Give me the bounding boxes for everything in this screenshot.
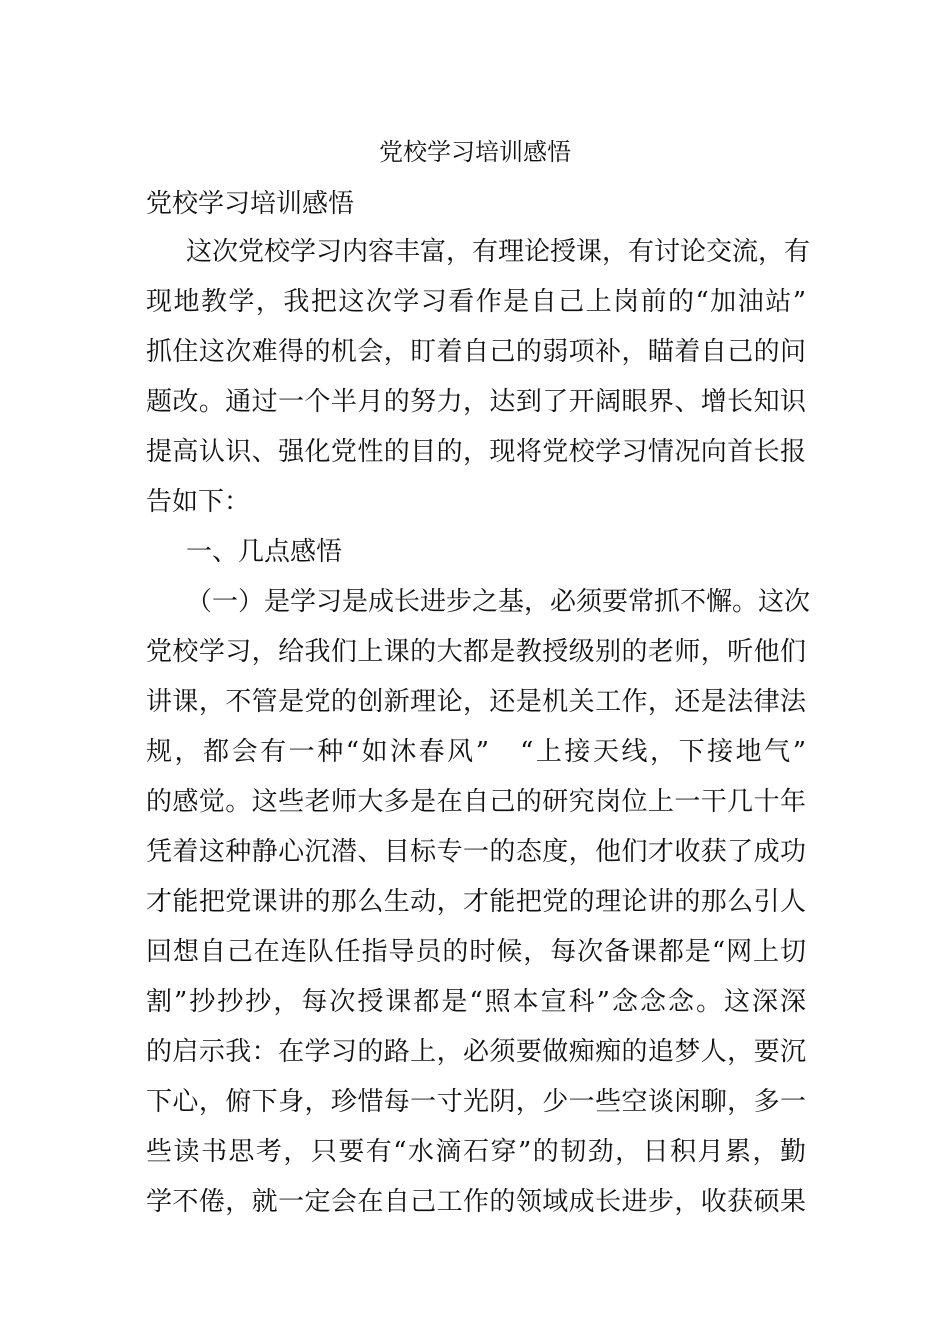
paragraph-line: 告如下： [146,487,251,517]
document-subtitle: 党校学习培训感悟 [146,189,355,219]
paragraph-line: 割”抄抄抄，每次授课都是“照本宣科”念念念。这深深 [146,987,806,1017]
paragraph-line: 提高认识、强化党性的目的，现将党校学习情况向首长报 [146,437,806,467]
paragraph-line: 凭着这种静心沉潜、目标专一的态度，他们才收获了成功 [146,837,806,867]
paragraph-line: 这次党校学习内容丰富，有理论授课，有讨论交流，有 [186,237,811,267]
paragraph-line: 的感觉。这些老师大多是在自己的研究岗位上一干几十年 [146,787,806,817]
paragraph-line: 学不倦，就一定会在自己工作的领域成长进步，收获硕果 [146,1187,806,1217]
paragraph-line: 抓住这次难得的机会，盯着自己的弱项补，瞄着自己的问 [146,337,806,367]
paragraph-line: 题改。通过一个半月的努力，达到了开阔眼界、增长知识 [146,387,806,417]
paragraph-line: 回想自己在连队任指导员的时候，每次备课都是“网上切 [146,937,806,967]
paragraph-line: 规，都会有一种“如沐春风” “上接天线，下接地气” [146,737,806,767]
paragraph-line: （一）是学习是成长进步之基，必须要常抓不懈。这次 [186,587,811,617]
paragraph-line: 些读书思考，只要有“水滴石穿”的韧劲，日积月累，勤 [146,1137,806,1167]
paragraph-line: 党校学习，给我们上课的大都是教授级别的老师，听他们 [146,637,806,667]
paragraph-line: 才能把党课讲的那么生动，才能把党的理论讲的那么引人 [146,887,806,917]
document-title: 党校学习培训感悟 [379,138,571,166]
paragraph-line: 下心，俯下身，珍惜每一寸光阴，少一些空谈闲聊，多一 [146,1087,806,1117]
paragraph-line: 讲课，不管是党的创新理论，还是机关工作，还是法律法 [146,687,806,717]
paragraph-line: 的启示我：在学习的路上，必须要做痴痴的追梦人，要沉 [146,1037,806,1067]
section-heading: 一、几点感悟 [186,537,343,567]
paragraph-line: 现地教学，我把这次学习看作是自己上岗前的“加油站” [146,287,806,317]
